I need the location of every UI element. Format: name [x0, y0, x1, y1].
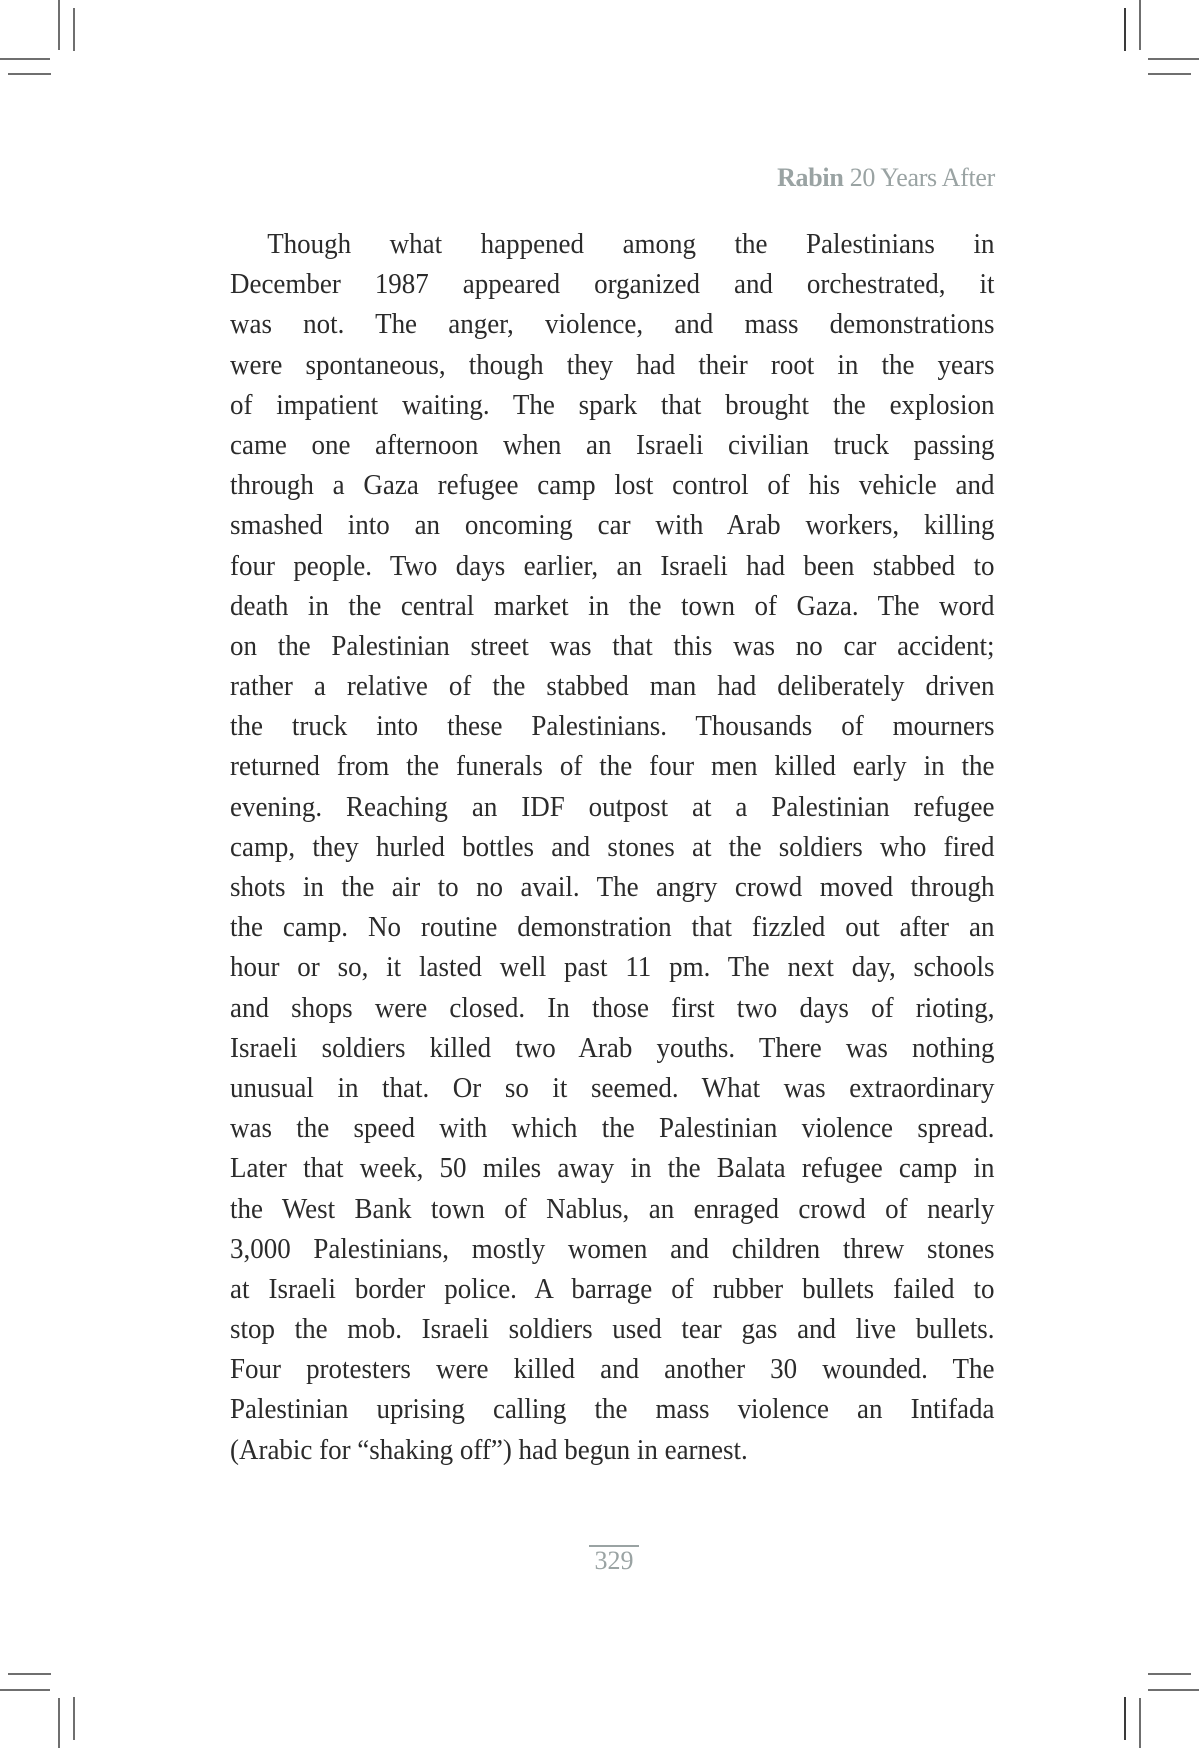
text-line: returned from the funerals of the four men killed early in the — [230, 750, 995, 783]
text-line: Palestinian uprising calling the mass violence an Intifada — [230, 1393, 995, 1426]
body-paragraph — [230, 224, 995, 1470]
running-head — [777, 163, 995, 193]
crop-mark-bottom-right-horizontal-inner — [1148, 1673, 1191, 1675]
crop-mark-top-right-horizontal-outer — [1148, 58, 1199, 60]
text-line: death in the central market in the town of Gaza. The word — [230, 589, 995, 622]
text-line: of impatient waiting. The spark that brought the explosion — [230, 388, 995, 421]
text-line: four people. Two days earlier, an Israeli had been stabbed to — [230, 549, 995, 582]
text-line: was the speed with which the Palestinian violence spread. — [230, 1112, 995, 1145]
text-line: shots in the air to no avail. The angry crowd moved through — [230, 871, 995, 903]
page-number: 329 — [589, 1545, 639, 1575]
text-line: stop the mob. Israeli soldiers used tear gas and live bullets. — [230, 1313, 995, 1346]
text-line: hour or so, it lasted well past 11 pm. The next day, schools — [230, 951, 995, 984]
crop-mark-bottom-right-vertical-inner — [1124, 1697, 1126, 1740]
crop-mark-bottom-left-horizontal-outer — [0, 1689, 50, 1691]
text-line: the truck into these Palestinians. Thousands of mourners — [230, 710, 995, 743]
text-line: (Arabic for “shaking off”) had begun in earnest. — [230, 1433, 748, 1466]
crop-mark-top-right-vertical-inner — [1124, 8, 1126, 51]
text-line: evening. Reaching an IDF outpost at a Palestinian refugee — [230, 790, 995, 823]
text-line: camp, they hurled bottles and stones at the soldiers who fired — [230, 830, 995, 863]
crop-mark-top-left-vertical-inner — [73, 8, 75, 51]
text-line: were spontaneous, though they had their root in the years — [230, 348, 995, 381]
text-line: Four protesters were killed and another 30 wounded. The — [230, 1353, 995, 1386]
crop-mark-bottom-left-horizontal-inner — [8, 1673, 51, 1675]
text-line: the West Bank town of Nablus, an enraged crowd of nearly — [230, 1192, 995, 1225]
text-line: smashed into an oncoming car with Arab workers, killing — [230, 509, 995, 542]
text-line: at Israeli border police. A barrage of rubber bullets failed to — [230, 1272, 995, 1305]
text-line: was not. The anger, violence, and mass demonstrations — [230, 308, 995, 341]
text-line: the camp. No routine demonstration that fizzled out after an — [230, 911, 995, 944]
text-line: rather a relative of the stabbed man had deliberately driven — [230, 670, 995, 703]
text-line: came one afternoon when an Israeli civilian truck passing — [230, 428, 995, 461]
crop-mark-bottom-right-horizontal-outer — [1148, 1689, 1199, 1691]
text-line: Later that week, 50 miles away in the Balata refugee camp in — [230, 1152, 995, 1185]
text-line: Though what happened among the Palestinians in — [267, 228, 995, 260]
crop-mark-bottom-left-vertical-inner — [73, 1697, 75, 1740]
crop-mark-top-left-vertical-outer — [58, 0, 60, 50]
text-line: 3,000 Palestinians, mostly women and children threw stones — [230, 1232, 995, 1265]
text-line: unusual in that. Or so it seemed. What was extraordinary — [230, 1071, 995, 1104]
crop-mark-top-right-vertical-outer — [1139, 0, 1141, 50]
crop-mark-top-right-horizontal-inner — [1148, 73, 1191, 75]
text-line: December 1987 appeared organized and orchestrated, it — [230, 268, 995, 301]
crop-mark-top-left-horizontal-outer — [0, 58, 50, 60]
text-line: on the Palestinian street was that this was no car accident; — [230, 629, 995, 662]
crop-mark-bottom-left-vertical-outer — [58, 1698, 60, 1748]
text-line: through a Gaza refugee camp lost control of his vehicle and — [230, 469, 995, 502]
running-head-title-rest: 20 Years After — [843, 163, 995, 192]
text-line: Israeli soldiers killed two Arab youths. There was nothing — [230, 1031, 995, 1064]
running-head-title-bold: Rabin — [777, 163, 844, 192]
text-line: and shops were closed. In those first two days of rioting, — [230, 991, 995, 1024]
crop-mark-top-left-horizontal-inner — [8, 73, 51, 75]
crop-mark-bottom-right-vertical-outer — [1139, 1698, 1141, 1748]
